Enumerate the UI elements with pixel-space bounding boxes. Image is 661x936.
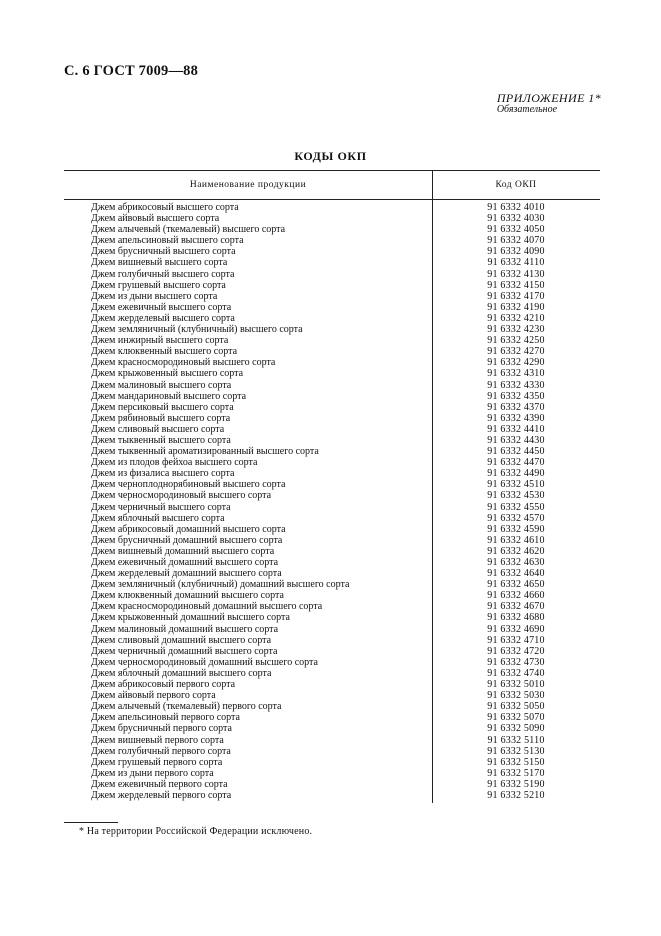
product-name: Джем вишневый первого сорта bbox=[91, 734, 224, 746]
table-row bbox=[64, 335, 600, 346]
table-row bbox=[64, 446, 600, 457]
okp-code: 91 6332 4010 bbox=[487, 202, 545, 213]
product-name: Джем вишневый домашний высшего сорта bbox=[91, 545, 275, 557]
product-name: Джем айвовый высшего сорта bbox=[91, 213, 220, 225]
table-row bbox=[64, 679, 600, 690]
table-row bbox=[64, 202, 600, 213]
product-name: Джем инжирный высшего сорта bbox=[91, 335, 229, 347]
product-name: Джем апельсиновый высшего сорта bbox=[91, 235, 244, 247]
footnote: * На территории Российской Федерации исключено. bbox=[79, 826, 313, 837]
okp-code: 91 6332 4510 bbox=[487, 479, 545, 491]
table-row bbox=[64, 280, 600, 291]
table-row bbox=[64, 546, 600, 557]
table-row bbox=[64, 490, 600, 501]
product-name: Джем абрикосовый высшего сорта bbox=[91, 202, 239, 213]
product-name: Джем красносмородиновый домашний высшего сорта bbox=[91, 601, 323, 613]
table-title: КОДЫ ОКП bbox=[294, 149, 367, 163]
table-row bbox=[64, 313, 600, 324]
okp-code: 91 6332 4330 bbox=[487, 379, 545, 391]
table-row bbox=[64, 635, 600, 646]
product-name: Джем алычевый (ткемалевый) высшего сорта bbox=[91, 224, 286, 236]
table-row bbox=[64, 391, 600, 402]
table-row bbox=[64, 612, 600, 623]
table-row bbox=[64, 735, 600, 746]
product-name: Джем абрикосовый первого сорта bbox=[91, 679, 236, 691]
okp-code: 91 6332 4570 bbox=[487, 512, 545, 524]
okp-code: 91 6332 4050 bbox=[487, 224, 545, 236]
product-name: Джем малиновый высшего сорта bbox=[91, 379, 232, 391]
product-name: Джем ежевичный первого сорта bbox=[91, 778, 228, 790]
product-name: Джем яблочный высшего сорта bbox=[91, 512, 225, 524]
okp-code: 91 6332 4170 bbox=[487, 290, 545, 302]
okp-code: 91 6332 5110 bbox=[487, 734, 545, 746]
okp-code: 91 6332 4150 bbox=[487, 279, 545, 291]
product-name: Джем черносмородиновый домашний высшего сорта bbox=[91, 656, 318, 668]
table-row bbox=[64, 757, 600, 768]
table-row bbox=[64, 324, 600, 335]
page-header: С. 6 ГОСТ 7009—88 bbox=[64, 63, 199, 79]
okp-code: 91 6332 4190 bbox=[487, 301, 545, 313]
product-name: Джем земляничный (клубничный) домашний высшего сорта bbox=[91, 579, 350, 591]
okp-code: 91 6332 4640 bbox=[487, 568, 545, 580]
product-name: Джем голубичный высшего сорта bbox=[91, 268, 235, 280]
product-name: Джем тыквенный ароматизированный высшего сорта bbox=[91, 446, 319, 458]
table-row bbox=[64, 701, 600, 712]
product-name: Джем крыжовенный домашний высшего сорта bbox=[91, 612, 290, 624]
okp-code: 91 6332 4530 bbox=[487, 490, 545, 502]
table-row bbox=[64, 513, 600, 524]
okp-code: 91 6332 4370 bbox=[487, 401, 545, 413]
table-row bbox=[64, 657, 600, 668]
product-name: Джем из дыни высшего сорта bbox=[91, 290, 218, 302]
column-header-code: Код ОКП bbox=[495, 180, 537, 190]
okp-code: 91 6332 4610 bbox=[487, 534, 545, 546]
table-row bbox=[64, 479, 600, 490]
table-row bbox=[64, 568, 600, 579]
product-name: Джем клюквенный высшего сорта bbox=[91, 346, 238, 358]
okp-code: 91 6332 5130 bbox=[487, 745, 545, 757]
product-name: Джем айвовый первого сорта bbox=[91, 690, 216, 702]
table-body bbox=[64, 200, 600, 801]
okp-codes-table bbox=[64, 170, 600, 801]
okp-code: 91 6332 4070 bbox=[487, 235, 545, 247]
product-name: Джем грушевый высшего сорта bbox=[91, 279, 226, 291]
table-row bbox=[64, 346, 600, 357]
okp-code: 91 6332 5210 bbox=[487, 789, 545, 801]
okp-code: 91 6332 4590 bbox=[487, 523, 545, 535]
okp-code: 91 6332 4210 bbox=[487, 312, 545, 324]
product-name: Джем красносмородиновый высшего сорта bbox=[91, 357, 276, 369]
okp-code: 91 6332 4390 bbox=[487, 412, 545, 424]
okp-code: 91 6332 4310 bbox=[487, 368, 545, 380]
table-row bbox=[64, 624, 600, 635]
okp-code: 91 6332 4450 bbox=[487, 446, 545, 458]
okp-code: 91 6332 4110 bbox=[487, 257, 545, 269]
okp-code: 91 6332 4680 bbox=[487, 612, 545, 624]
okp-code: 91 6332 4430 bbox=[487, 434, 545, 446]
table-row bbox=[64, 468, 600, 479]
table-row bbox=[64, 579, 600, 590]
okp-code: 91 6332 4270 bbox=[487, 346, 545, 358]
product-name: Джем голубичный первого сорта bbox=[91, 745, 231, 757]
product-name: Джем грушевый первого сорта bbox=[91, 756, 223, 768]
table-row bbox=[64, 302, 600, 313]
okp-code: 91 6332 4090 bbox=[487, 246, 545, 258]
product-name: Джем ежевичный высшего сорта bbox=[91, 301, 232, 313]
table-row bbox=[64, 524, 600, 535]
product-name: Джем яблочный домашний высшего сорта bbox=[91, 667, 272, 679]
appendix-label bbox=[497, 93, 601, 115]
okp-code: 91 6332 5010 bbox=[487, 679, 545, 691]
okp-code: 91 6332 5090 bbox=[487, 723, 545, 735]
product-name: Джем сливовый домашний высшего сорта bbox=[91, 634, 272, 646]
footnote-separator bbox=[64, 822, 118, 823]
product-name: Джем брусничный высшего сорта bbox=[91, 246, 236, 258]
product-name: Джем абрикосовый домашний высшего сорта bbox=[91, 523, 286, 535]
okp-code: 91 6332 4290 bbox=[487, 357, 545, 369]
table-row bbox=[64, 779, 600, 790]
product-name: Джем апельсиновый первого сорта bbox=[91, 712, 240, 724]
okp-code: 91 6332 4730 bbox=[487, 656, 545, 668]
table-row bbox=[64, 257, 600, 268]
table-row bbox=[64, 668, 600, 679]
okp-code: 91 6332 4710 bbox=[487, 634, 545, 646]
okp-code: 91 6332 5050 bbox=[487, 701, 545, 713]
product-name: Джем клюквенный домашний высшего сорта bbox=[91, 590, 284, 602]
okp-code: 91 6332 4410 bbox=[487, 423, 545, 435]
product-name: Джем черничный домашний высшего сорта bbox=[91, 645, 278, 657]
okp-code: 91 6332 4650 bbox=[487, 579, 545, 591]
okp-code: 91 6332 4720 bbox=[487, 645, 545, 657]
table-row bbox=[64, 790, 600, 801]
okp-code: 91 6332 5190 bbox=[487, 778, 545, 790]
okp-code: 91 6332 4490 bbox=[487, 468, 545, 480]
table-row bbox=[64, 402, 600, 413]
product-name: Джем жерделевый домашний высшего сорта bbox=[91, 568, 282, 580]
okp-code: 91 6332 4030 bbox=[487, 213, 545, 225]
table-row bbox=[64, 269, 600, 280]
product-name: Джем брусничный домашний высшего сорта bbox=[91, 534, 283, 546]
table-row bbox=[64, 435, 600, 446]
product-name: Джем тыквенный высшего сорта bbox=[91, 434, 231, 446]
product-name: Джем земляничный (клубничный) высшего сорта bbox=[91, 324, 303, 336]
product-name: Джем ежевичный домашний высшего сорта bbox=[91, 557, 279, 568]
table-row bbox=[64, 601, 600, 612]
table-row bbox=[64, 413, 600, 424]
table-row bbox=[64, 723, 600, 734]
table-row bbox=[64, 768, 600, 779]
table-row bbox=[64, 557, 600, 568]
product-name: Джем малиновый домашний высшего сорта bbox=[91, 623, 279, 635]
product-name: Джем черноплоднорябиновый высшего сорта bbox=[91, 479, 286, 491]
okp-code: 91 6332 4670 bbox=[487, 601, 545, 613]
product-name: Джем черносмородиновый высшего сорта bbox=[91, 490, 272, 502]
okp-code: 91 6332 4250 bbox=[487, 335, 545, 347]
okp-code: 91 6332 5170 bbox=[487, 767, 545, 779]
table-row bbox=[64, 224, 600, 235]
okp-code: 91 6332 4630 bbox=[487, 557, 545, 568]
okp-code: 91 6332 5030 bbox=[487, 690, 545, 702]
table-row bbox=[64, 291, 600, 302]
okp-code: 91 6332 5070 bbox=[487, 712, 545, 724]
product-name: Джем персиковый высшего сорта bbox=[91, 401, 234, 413]
product-name: Джем жерделевый высшего сорта bbox=[91, 312, 235, 324]
okp-code: 91 6332 4660 bbox=[487, 590, 545, 602]
table-row bbox=[64, 424, 600, 435]
table-row bbox=[64, 368, 600, 379]
okp-code: 91 6332 5150 bbox=[487, 756, 545, 768]
okp-code: 91 6332 4690 bbox=[487, 623, 545, 635]
appendix-subtitle: Обязательное bbox=[496, 104, 558, 115]
table-row bbox=[64, 535, 600, 546]
table-row bbox=[64, 246, 600, 257]
okp-code: 91 6332 4620 bbox=[487, 545, 545, 557]
appendix-title: ПРИЛОЖЕНИЕ 1* bbox=[496, 91, 601, 105]
product-name: Джем черничный высшего сорта bbox=[91, 501, 231, 513]
table-row bbox=[64, 357, 600, 368]
table-row bbox=[64, 457, 600, 468]
table-row bbox=[64, 690, 600, 701]
product-name: Джем брусничный первого сорта bbox=[91, 723, 232, 735]
okp-code: 91 6332 4230 bbox=[487, 324, 545, 336]
okp-code: 91 6332 4130 bbox=[487, 268, 545, 280]
product-name: Джем крыжовенный высшего сорта bbox=[91, 368, 244, 380]
table-row bbox=[64, 712, 600, 723]
product-name: Джем сливовый высшего сорта bbox=[91, 423, 225, 435]
product-name: Джем мандариновый высшего сорта bbox=[91, 390, 247, 402]
table-header bbox=[64, 170, 600, 200]
product-name: Джем жерделевый первого сорта bbox=[91, 789, 232, 801]
okp-code: 91 6332 4740 bbox=[487, 667, 545, 679]
product-name: Джем алычевый (ткемалевый) первого сорта bbox=[91, 701, 282, 713]
table-row bbox=[64, 590, 600, 601]
okp-code: 91 6332 4470 bbox=[487, 457, 545, 469]
column-header-name: Наименование продукции bbox=[189, 180, 307, 190]
table-row bbox=[64, 502, 600, 513]
table-row bbox=[64, 213, 600, 224]
table-row bbox=[64, 646, 600, 657]
product-name: Джем вишневый высшего сорта bbox=[91, 257, 228, 269]
product-name: Джем из физалиса высшего сорта bbox=[91, 468, 235, 480]
table-row bbox=[64, 380, 600, 391]
okp-code: 91 6332 4350 bbox=[487, 390, 545, 402]
table-row bbox=[64, 235, 600, 246]
product-name: Джем рябиновый высшего сорта bbox=[91, 412, 231, 424]
table-row bbox=[64, 746, 600, 757]
product-name: Джем из плодов фейхоа высшего сорта bbox=[91, 457, 258, 469]
okp-code: 91 6332 4550 bbox=[487, 501, 545, 513]
product-name: Джем из дыни первого сорта bbox=[91, 767, 214, 779]
